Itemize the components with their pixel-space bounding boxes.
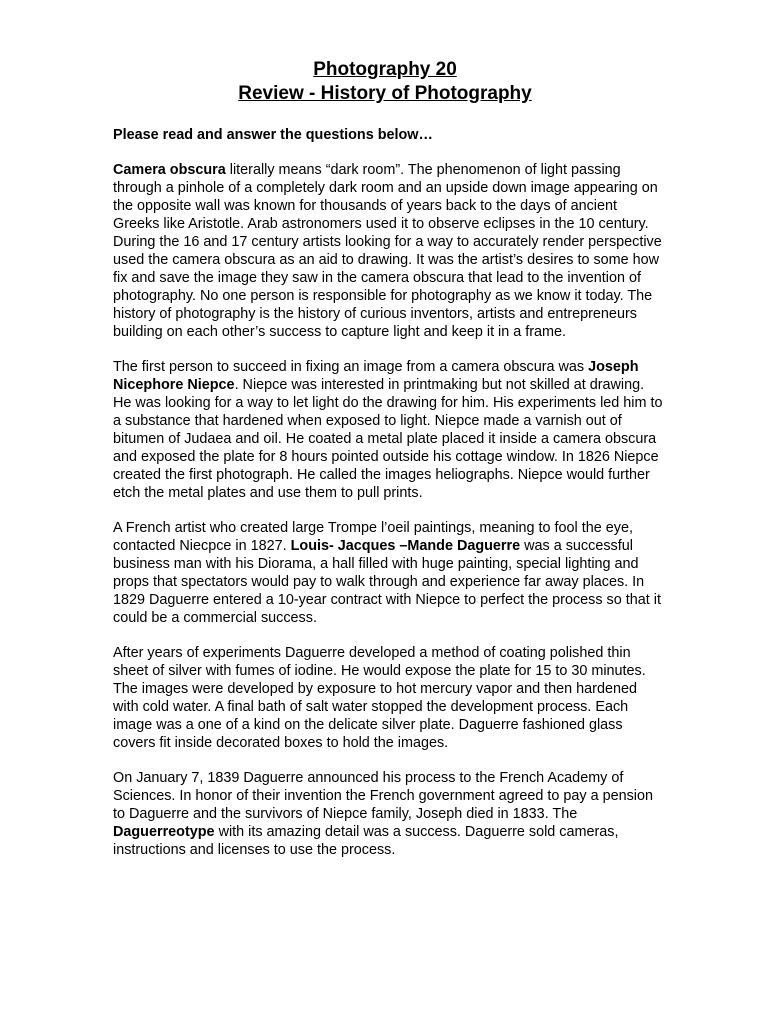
paragraph-text: with its amazing detail was a success. Daguerre sold cameras, instructions and licenses to use the process. bbox=[113, 824, 619, 858]
term-daguerreotype: Daguerreotype bbox=[113, 824, 215, 840]
page-subtitle: Review - History of Photography bbox=[238, 83, 532, 104]
paragraph-daguerreotype bbox=[113, 769, 665, 859]
title-block bbox=[0, 58, 770, 106]
paragraph-camera-obscura bbox=[113, 161, 665, 341]
paragraph-text: . Niepce was interested in printmaking but not skilled at drawing. He was looking for a way to let light do the drawing for him. His experiments led him to a substance that hardened when exposed to light. Niepce made a varnish out of bitumen of Judaea and oil. He coated a metal plate placed it inside a camera obscura and exposed the plate for 8 hours pointed outside his cottage window. In 1826 Niepce created the first photograph. He called the images heliographs. Niepce would further etch the metal plates and use them to pull prints. bbox=[113, 377, 663, 501]
paragraph-text: was a successful business man with his Diorama, a hall filled with huge painting, special lighting and props that spectators would pay to walk through and experience far away places. In 1829 Daguerre entered a 10-year contract with Niepce to perfect the process so that it could be a commercial success. bbox=[113, 538, 661, 626]
term-camera-obscura: Camera obscura bbox=[113, 162, 226, 178]
paragraph-process bbox=[113, 644, 665, 752]
paragraph-text: After years of experiments Daguerre developed a method of coating polished thin sheet of silver with fumes of iodine. He would expose the plate for 15 to 30 minutes. The images were developed by exposure to hot mercury vapor and then hardened with cold water. A final bath of salt water stopped the development process. Each image was a one of a kind on the delicate silver plate. Daguerre fashioned glass covers fit inside decorated boxes to hold the images. bbox=[113, 645, 646, 751]
term-daguerre: Louis- Jacques –Mande Daguerre bbox=[290, 538, 521, 554]
document-body bbox=[113, 126, 665, 876]
paragraph-text: On January 7, 1839 Daguerre announced his process to the French Academy of Sciences. In honor of their invention the French government agreed to pay a pension to Daguerre and the survivors of Niepce family, Joseph died in 1833. The bbox=[113, 770, 653, 822]
paragraph-niepce bbox=[113, 358, 665, 502]
paragraph-text: The first person to succeed in fixing an image from a camera obscura was bbox=[113, 359, 589, 375]
instructions: Please read and answer the questions below… bbox=[113, 127, 433, 143]
paragraph-text: A French artist who created large Trompe l’oeil paintings, meaning to fool the eye, contacted Niecpce in 1827. bbox=[113, 520, 633, 554]
paragraph-text: literally means “dark room”. The phenomenon of light passing through a pinhole of a completely dark room and an upside down image appearing on the opposite wall was known for thousands of years back to the days of ancient Greeks like Aristotle. Arab astronomers used it to observe eclipses in the 10 century. During the 16 and 17 century artists looking for a way to accurately render perspective used the camera obscura as an aid to drawing. It was the artist’s desires to some how fix and save the image they saw in the camera obscura that lead to the invention of photography. No one person is responsible for photography as we know it today. The history of photography is the history of curious inventors, artists and entrepreneurs building on each other’s success to capture light and keep it in a frame. bbox=[113, 162, 662, 340]
page-title: Photography 20 bbox=[313, 59, 457, 80]
paragraph-daguerre bbox=[113, 519, 665, 627]
term-niepce: Joseph Nicephore Niepce bbox=[113, 359, 639, 393]
